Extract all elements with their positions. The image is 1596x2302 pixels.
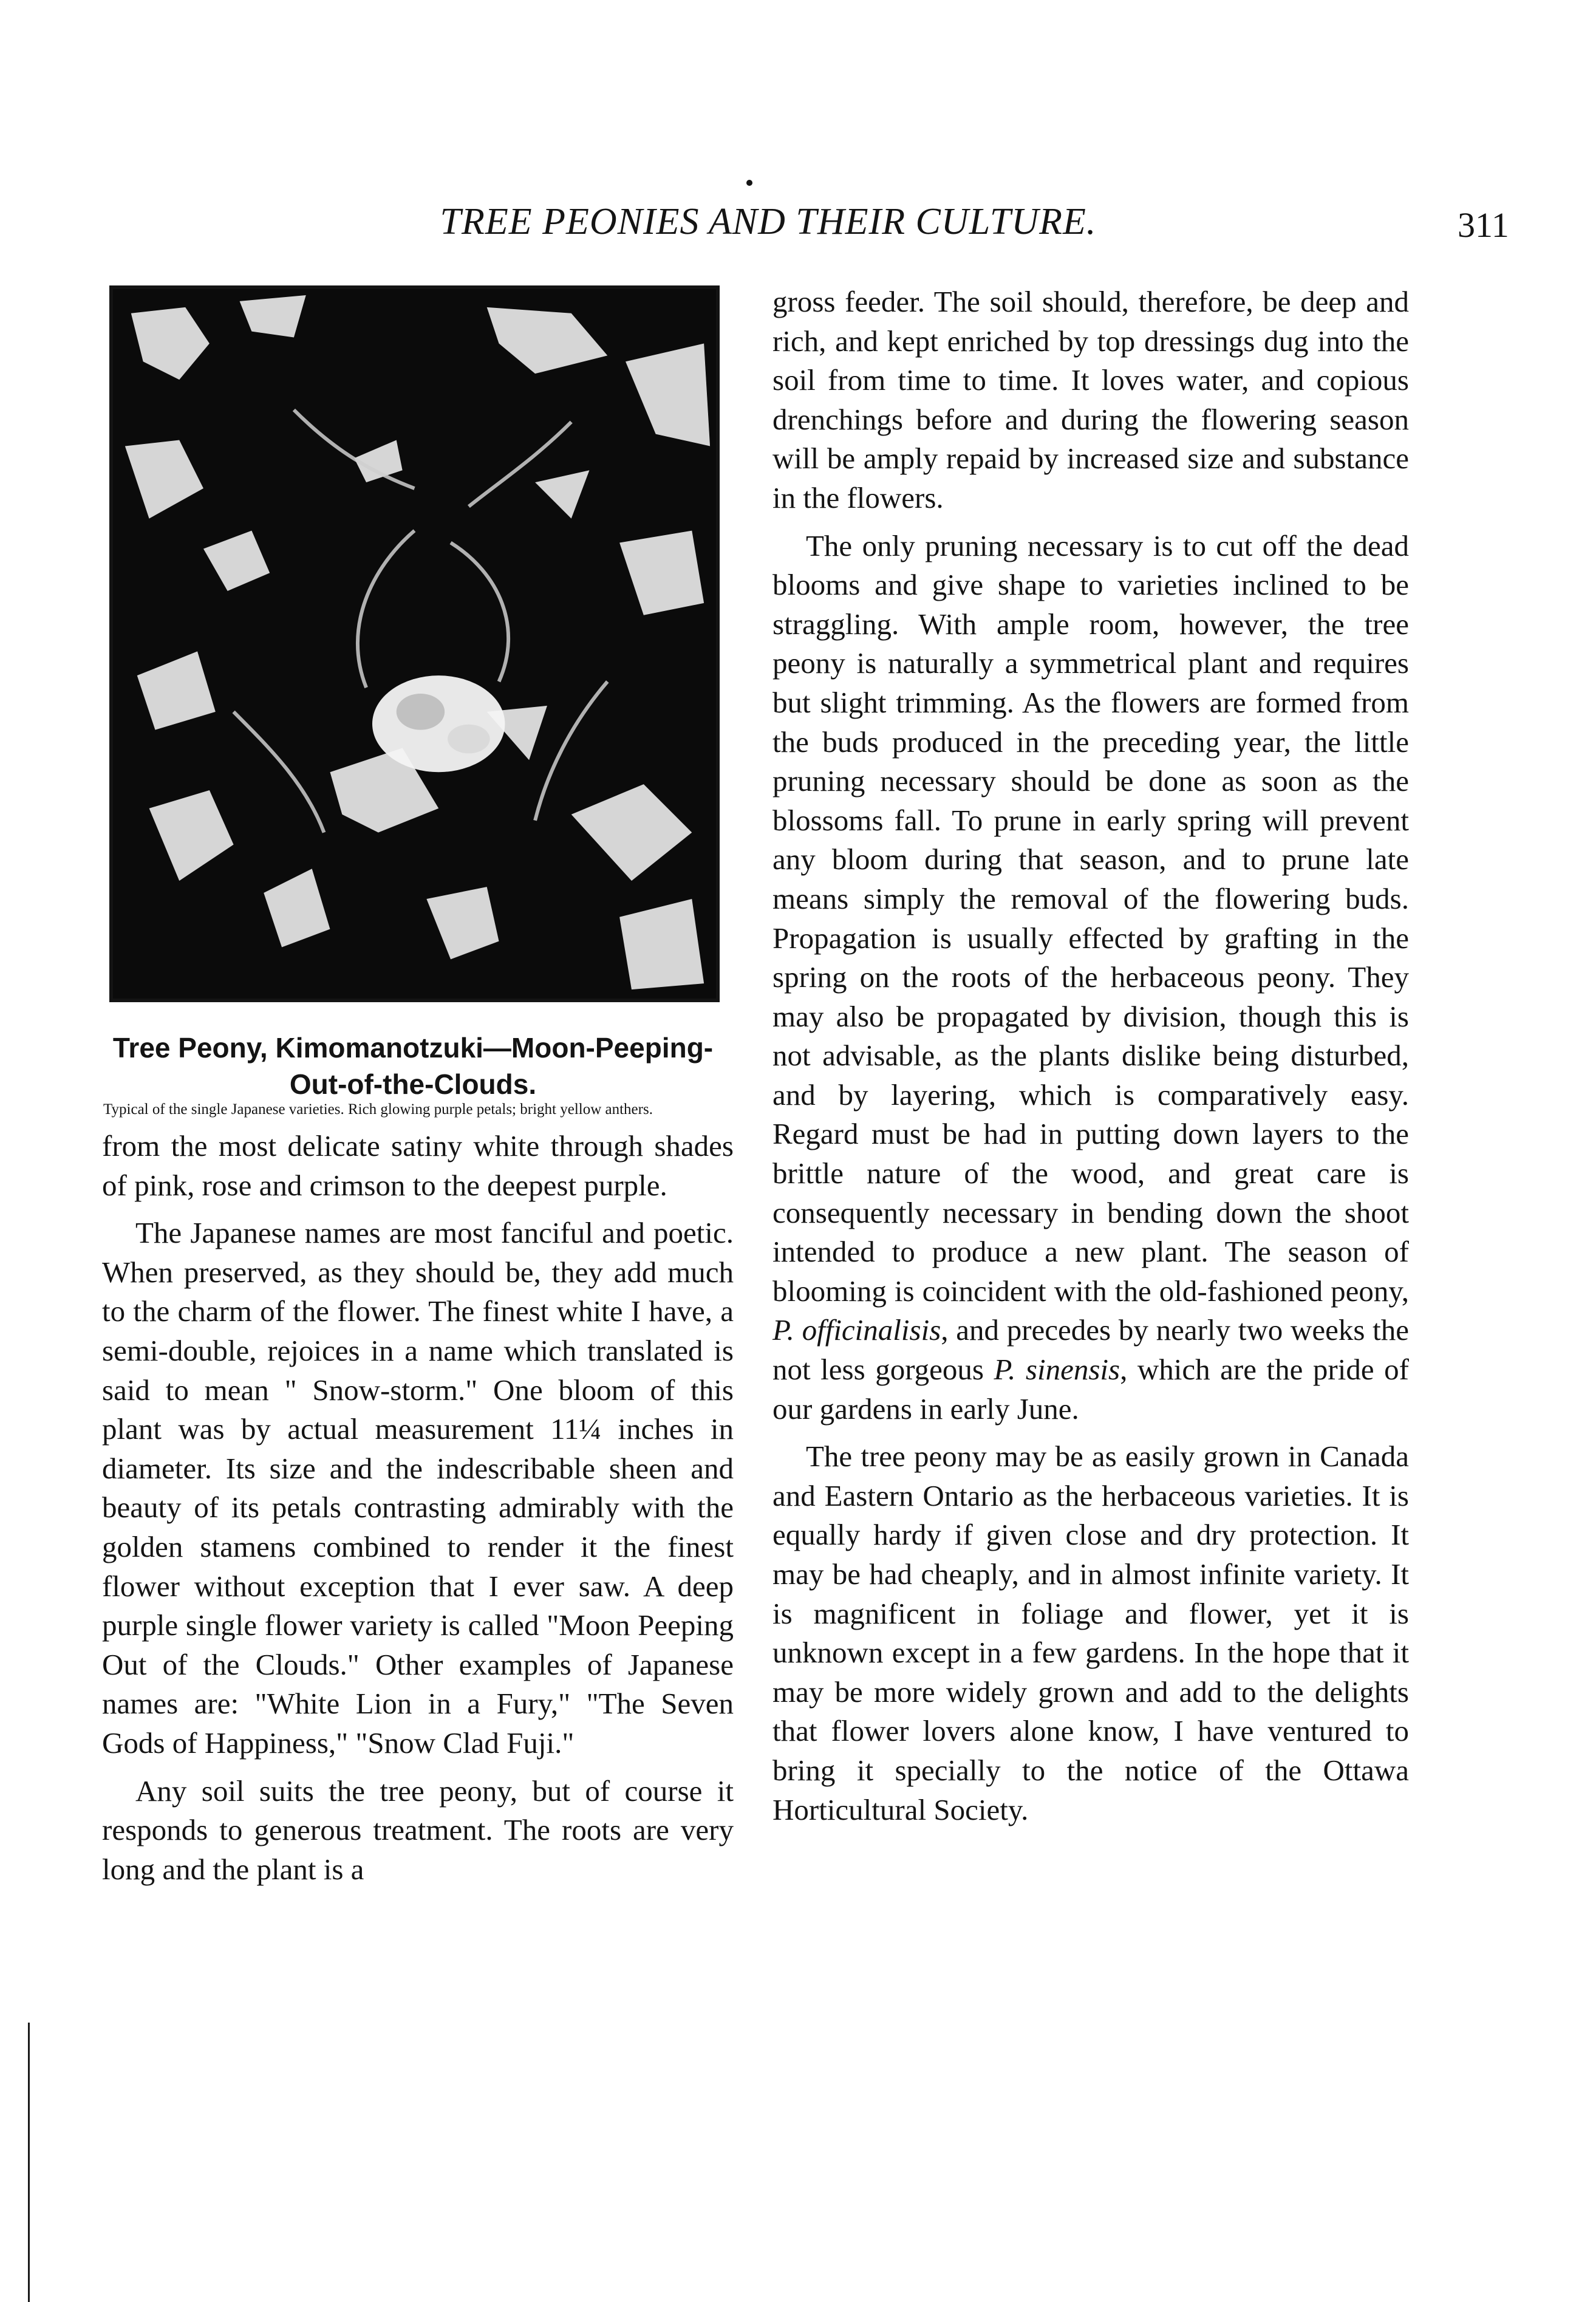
- running-title: TREE PEONIES AND THEIR CULTURE.: [440, 201, 1097, 242]
- print-speck: [746, 180, 752, 186]
- paragraph-right-2: [772, 527, 1409, 1429]
- figure-caption-title: Tree Peony, Kimomanotzuki—Moon-Peeping-Out-of-the-Clouds.: [112, 1032, 714, 1100]
- paragraph-left-2: The Japanese names are most fanciful and poetic. When preserved, as they should be, they add much to the charm of the flower. The finest white I have, a semi-double, rejoices in a name which translated is said to mean " Snow-storm." One bloom of this plant was by actual measurement 11¼ inches in diameter. Its size and the indescribable sheen and beauty of its petals contrasting admirably with the golden stamens combined to render it the finest flower without exception that I ever saw. A deep purple single flower variety is called "Moon Peeping Out of the Clouds." Other examples of Japanese names are: "White Lion in a Fury," "The Seven Gods of Happiness," "Snow Clad Fuji.": [102, 1216, 734, 1760]
- figure-caption-note: Typical of the single Japanese varieties. Rich glowing purple petals; bright yellow anthers.: [103, 1101, 653, 1118]
- right-text-column: [772, 282, 1409, 1829]
- peony-photograph: [109, 285, 720, 1002]
- paragraph-right-2-end: , which are the pride of our gardens in early June.: [772, 1353, 1409, 1426]
- paragraph-right-1: gross feeder. The soil should, therefore, be deep and rich, and kept enriched by top dressings dug into the soil from time to time. It loves water, and copious drenchings before and during the flowering season will be amply repaid by increased size and substance in the flowers.: [772, 285, 1409, 514]
- paragraph-left-3: Any soil suits the tree peony, but of course it responds to generous treatment. The roots are very long and the plant is a: [102, 1774, 734, 1886]
- paragraph-left-1: from the most delicate satiny white through shades of pink, rose and crimson to the deepest purple.: [102, 1129, 734, 1202]
- species-officinalis: P. officinalisis: [772, 1313, 941, 1347]
- paragraph-right-2-mid: , and precedes by nearly two weeks the not less gorgeous: [772, 1313, 1409, 1387]
- paragraph-right-3: The tree peony may be as easily grown in Canada and Eastern Ontario as the herbaceous varieties. It is equally hardy if given close and dry protection. It may be had cheaply, and in almost infinite variety. It is magnificent in foliage and flower, yet it is unknown except in a few gardens. In the hope that it may be more widely grown and add to the delights that flower lovers alone know, I have ventured to bring it specially to the notice of the Ottawa Horticultural Society.: [772, 1440, 1409, 1826]
- species-sinensis: P. sinensis: [994, 1353, 1120, 1387]
- left-text-column: [102, 1127, 734, 1889]
- scan-edge-line: [28, 2023, 30, 2302]
- paragraph-right-2-text: The only pruning necessary is to cut off the dead blooms and give shape to varieties inclined to be straggling. With ample room, however, the tree peony is naturally a symmetrical plant and requires but slight trimming. As the flowers are formed from the buds produced in the preceding year, the little pruning necessary should be done as soon as the blossoms fall. To prune in early spring will prevent any bloom during that season, and to prune late means simply the removal of the flowering buds. Propagation is usually effected by grafting in the spring on the roots of the herbaceous peony. They may also be propagated by division, though this is not advisable, as the plants dislike being disturbed, and by layering, which is comparatively easy. Regard must be had in putting down layers to the brittle nature of the wood, and great care is consequently necessary in bending down the shoot intended to produce a new plant. The season of blooming is coincident with the old-fashioned peony,: [772, 528, 1409, 1308]
- page-number: 311: [1458, 205, 1509, 245]
- peony-photo-illustration: [113, 289, 716, 999]
